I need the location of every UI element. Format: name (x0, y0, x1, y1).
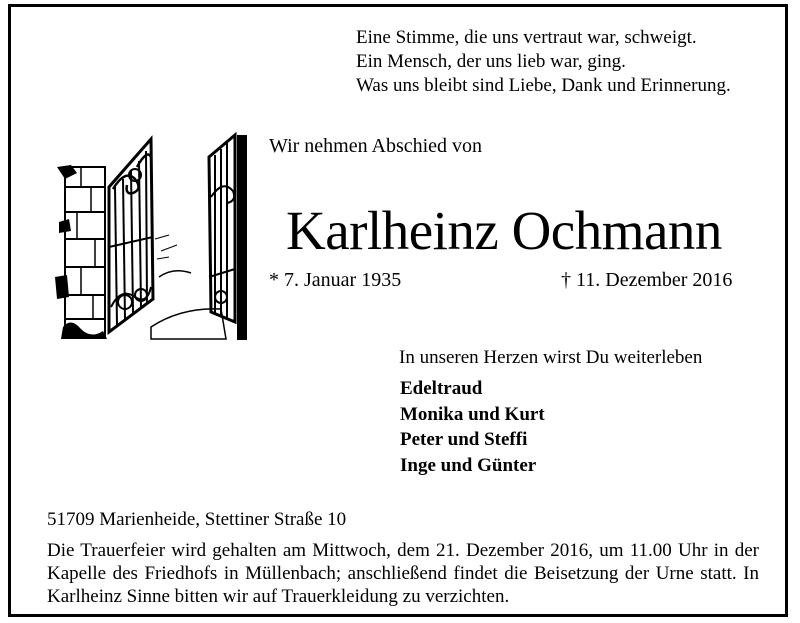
open-garden-gate-icon (51, 127, 251, 342)
mourner-name: Inge und Günter (400, 454, 537, 476)
remembrance-line: In unseren Herzen wirst Du weiterleben (399, 347, 703, 368)
verse-line: Ein Mensch, der uns lieb war, ging. (356, 51, 626, 72)
deceased-name: Karlheinz Ochmann (286, 200, 722, 261)
verse (356, 26, 731, 98)
mourners-list (400, 376, 545, 478)
verse-line: Was uns bleibt sind Liebe, Dank und Erinnerung. (356, 75, 731, 96)
verse-line: Eine Stimme, die uns vertraut war, schweigt. (356, 27, 697, 48)
mourner-name: Peter und Steffi (400, 429, 528, 450)
funeral-notice: Die Trauerfeier wird gehalten am Mittwoch, dem 21. Dezember 2016, um 11.00 Uhr in der Kapelle des Friedhofs in Müllenbach; anschließend findet die Beisetzung der Urne statt. In Karlheinz Sinne bitten wir auf Trauerkleidung zu verzichten. (47, 540, 759, 607)
intro-line: Wir nehmen Abschied von (269, 135, 483, 157)
mourner-name: Monika und Kurt (400, 403, 545, 425)
death-date: † 11. Dezember 2016 (561, 269, 733, 291)
address: 51709 Marienheide, Stettiner Straße 10 (47, 509, 347, 530)
obituary-card (8, 4, 788, 617)
birth-date: * 7. Januar 1935 (269, 269, 402, 291)
mourner-name: Edeltraud (400, 378, 483, 399)
